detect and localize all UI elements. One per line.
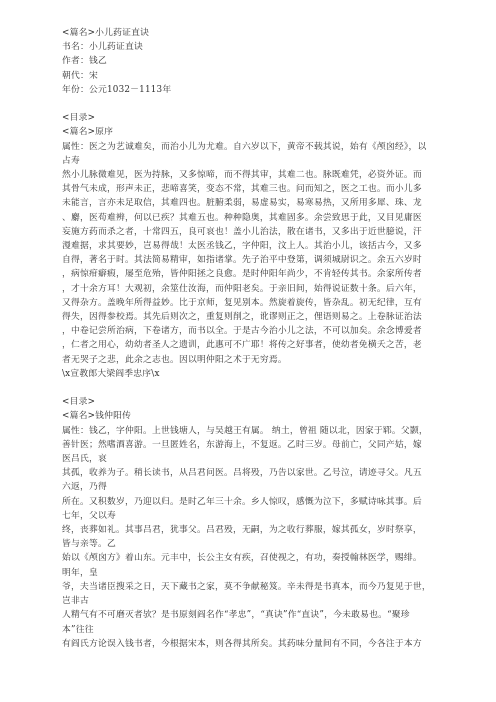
text-line: 又得杂方。盖晚年所得益妙。比于京师，复见别本。然旋着旋传，皆杂乱。初无纪律，互有: [62, 297, 422, 308]
text-line: [62, 381, 464, 395]
text-line: 七年，父以寿: [62, 510, 116, 521]
text-line: 岂非古: [62, 596, 89, 607]
text-line: 明年，皇: [62, 567, 98, 578]
text-line: <目录>: [62, 113, 96, 124]
text-line: 者无哭子之悲，此余之志也。因以明仲阳之术于无穷焉。: [62, 354, 287, 365]
text-line: 本”往往: [62, 624, 94, 635]
text-line: 属性：钱乙，字仲阳。上世钱塘人，与吴越王有属。 纳土，曾祖 随以北，因家于郓。父颢，: [62, 425, 428, 436]
text-line: 爷，夫当诸臣搜采之日，天下藏书之家，莫不争献秘笈。辛未得是书真本，而今乃复见于世，: [62, 581, 431, 592]
text-line: 朝代：宋: [62, 70, 98, 81]
text-line: 其骨气未成，形声未正，悲啼喜笑，变态不常，其难三也。问而知之，医之工也。而小儿多: [62, 184, 422, 195]
text-line: ，才十余方耳！大观初，余筮仕汝海，而仲阳老矣。于亲旧间，始得说证数十条。后六年，: [62, 283, 422, 294]
text-line: ，病惊疳癖瘕，屡至危殆，皆仲阳拯之良愈。是时仲阳年尚少，不肯轻传其书。余家所传者: [62, 269, 422, 280]
text-line: 人精气有不可磨灭者欤？是书原刻阎名作“孝忠”，“真诀”作“直诀”，今未敢易也。“聚珍: [62, 610, 410, 621]
text-line: 书名：小儿药证直诀: [62, 42, 143, 53]
document-text: [62, 26, 464, 651]
text-line: 终，丧葬如礼。其事吕君，犹事父。吕君殁，无嗣，为之收行葬服，嫁其孤女，岁时祭享，: [62, 525, 422, 536]
text-line: 属性：医之为艺诚难矣，而治小儿为尤难。自六岁以下，黄帝不载其说，始有《颅囟经》，以: [62, 141, 427, 152]
text-line: 医吕氏，哀: [62, 454, 107, 465]
text-line: 所在。又积数岁，乃迎以归。是时乙年三十余。乡人惊叹，感慨为泣下，多赋诗咏其事。后: [62, 496, 422, 507]
text-line: <篇名>小儿药证直诀: [62, 28, 150, 38]
text-line: 善针医；然嗜酒喜游。一旦匿姓名，东游海上，不复返。乙时三岁。母前亡，父同产姑，嫁: [62, 439, 422, 450]
text-line: <篇名>原序: [62, 127, 114, 138]
text-line: 作者：钱乙: [62, 56, 107, 67]
text-line: \x宣教郎大梁阎季忠序\x: [62, 368, 160, 379]
text-line: ，仁者之用心，幼幼者圣人之遗训，此惠可不广耶！将传之好事者，使幼者免横夭之苦，老: [62, 340, 422, 351]
text-line: ，中卷记尝所治病，下卷诸方，而书以全。于是古今治小儿之法，不可以加矣。余念博爱者: [62, 326, 422, 337]
text-line: 六返，乃得: [62, 482, 107, 493]
text-line: 未能言，言亦未足取信，其难四也。脏腑柔弱，易虚易实，易寒易热，又所用多犀、珠、龙: [62, 198, 422, 209]
text-line: <目录>: [62, 397, 96, 408]
text-line: <篇名>钱仲阳传: [62, 411, 132, 422]
text-line: 有阎氏方论误入钱书者，今根据宋本，则各得其所矣。其药味分量间有不同，今各注于本方: [62, 638, 422, 649]
text-line: 得失，因得参校焉。其先后则次之，重复则削之，讹谬则正之，俚语则易之。上卷脉证治法: [62, 312, 422, 323]
text-line: 漫难据，求其要妙，岂易得哉！太医丞钱乙，字仲阳，汶上人。其治小儿，该括古今，又多: [62, 241, 422, 252]
text-line: [62, 97, 464, 111]
text-line: 、麝，医苟难辨，何以已疾？其难五也。种种隐奥，其难固多。余尝致思于此，又目见庸医: [62, 212, 422, 223]
text-line: 自得，著名于时。其法简易精审，如指诸掌。先子治平中登第，调须城尉识之。余五六岁时: [62, 255, 422, 266]
text-line: 始以《颅囟方》着山东。元丰中，长公主女有疾，召使视之，有功，奏授翰林医学，赐绯。: [62, 553, 422, 564]
text-line: 占寿: [62, 155, 80, 166]
text-line: 皆与亲等。乙: [62, 539, 116, 550]
text-line: 年份：公元1032－1113年: [62, 84, 172, 95]
text-line: 然小儿脉微难见，医为持脉，又多惊啼，而不得其审，其难二也。脉既难凭，必资外证。而: [62, 170, 422, 181]
text-line: 妄施方药而杀之者，十常四五，良可哀也！盖小儿治法，散在诸书，又多出于近世臆说，汗: [62, 226, 422, 237]
text-line: 其孤，收养为子。稍长读书，从吕君问医。吕将殁，乃告以家世。乙号泣，请迹寻父。凡五: [62, 468, 422, 479]
